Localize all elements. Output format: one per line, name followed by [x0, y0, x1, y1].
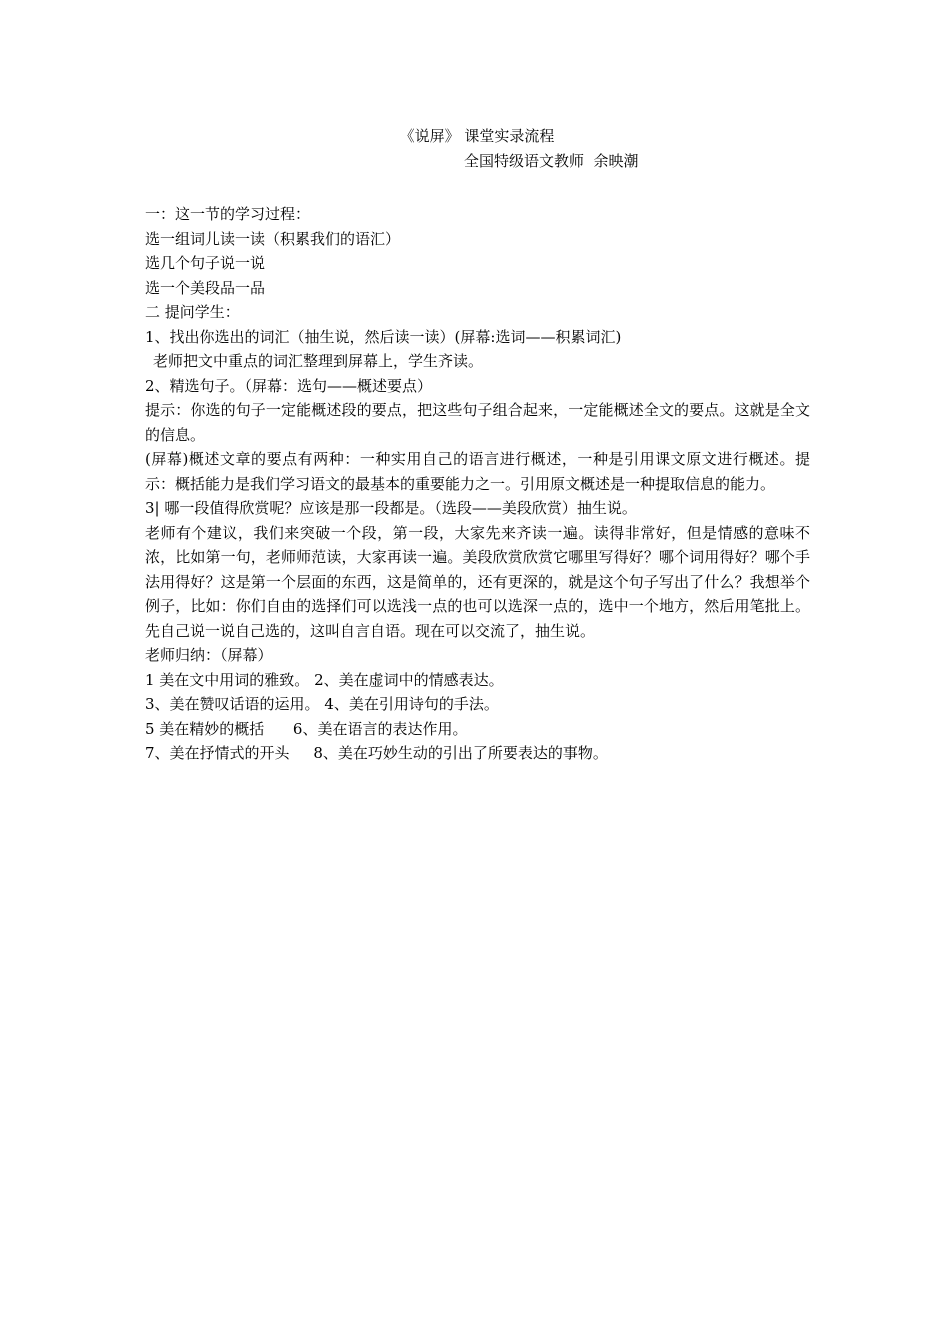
- section-heading-questions: 二 提问学生：: [145, 303, 240, 321]
- summary-item-1-2: 1 美在文中用词的雅致。 2、美在虚词中的情感表达。: [145, 670, 504, 689]
- document-author: 全国特级语文教师 余映潮: [464, 152, 639, 170]
- document-title: 《说屏》 课堂实录流程: [399, 127, 555, 145]
- document-body: [145, 202, 810, 766]
- process-step-3: 选一个美段品一品: [145, 278, 266, 297]
- summary-item-5-6: 5 美在精妙的概括 6、美在语言的表达作用。: [145, 719, 468, 738]
- section-heading-process: 一：这一节的学习过程：: [145, 205, 311, 223]
- question-1-note: 老师把文中重点的词汇整理到屏幕上，学生齐读。: [153, 352, 484, 370]
- summary-item-3-4: 3、美在赞叹话语的运用。 4、美在引用诗句的手法。: [145, 695, 499, 713]
- teacher-suggestion: 老师有个建议，我们来突破一个段，第一段，大家先来齐读一遍。读得非常好，但是情感的意味不浓，比如第一句，老师师范读，大家再读一遍。美段欣赏欣赏它哪里写得好？哪个词用得好？哪个手法用得好？这是第一个层面的东西，这是简单的，还有更深的，就是这个句子写出了什么？我想举个例子，比如：你们自由的选择们可以选浅一点的也可以选深一点的，选中一个地方，然后用笔批上。先自己说一说自己选的，这叫自言自语。现在可以交流了，抽生说。: [145, 523, 810, 640]
- question-1: 1、找出你选出的词汇（抽生说，然后读一读）(屏幕:选词——积累词汇): [145, 327, 622, 346]
- question-2-screen-note: (屏幕)概述文章的要点有两种：一种实用自己的语言进行概述，一种是引用课文原文进行概述。提示：概括能力是我们学习语文的最基本的重要能力之一。引用原文概述是一种提取信息的能力。: [145, 450, 810, 493]
- summary-item-7-8: 7、美在抒情式的开头 8、美在巧妙生动的引出了所要表达的事物。: [145, 744, 608, 762]
- question-2-hint: 提示：你选的句子一定能概述段的要点，把这些句子组合起来，一定能概述全文的要点。这就是全文的信息。: [145, 401, 810, 444]
- process-step-1: 选一组词儿读一读（积累我们的语汇）: [145, 229, 401, 248]
- process-step-2: 选几个句子说一说: [145, 254, 266, 272]
- question-3: 3| 哪一段值得欣赏呢？应该是那一段都是。（选段——美段欣赏）抽生说。: [145, 499, 637, 517]
- question-2: 2、精选句子。（屏幕：选句——概述要点）: [145, 376, 433, 395]
- teacher-summary-heading: 老师归纳：（屏幕）: [145, 646, 273, 664]
